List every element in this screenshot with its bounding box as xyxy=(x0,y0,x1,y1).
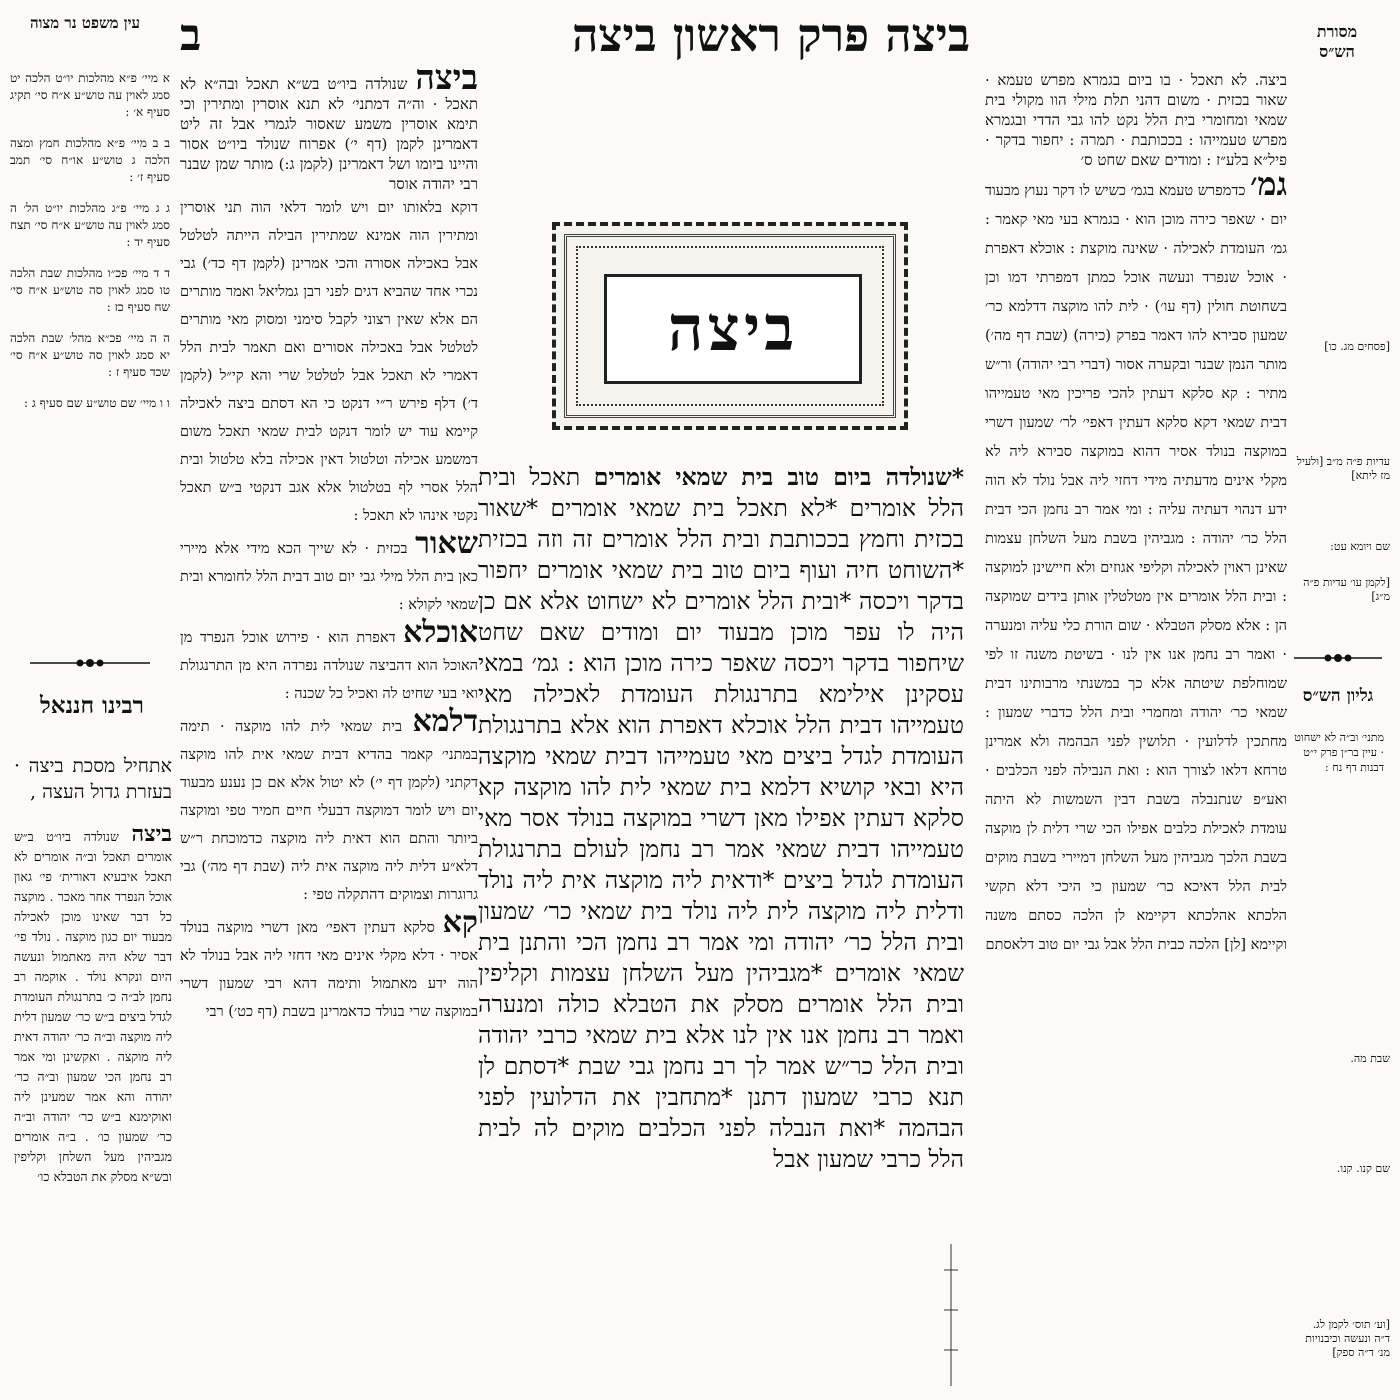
masoret-note: שבת מה. xyxy=(1350,1052,1390,1065)
rabbenu-chananel-column xyxy=(14,734,172,1400)
ornament-divider-left xyxy=(28,654,152,672)
masoret-heading: מסורת הש״ס xyxy=(1316,22,1358,61)
tosafot-dh: אוכלא xyxy=(403,615,478,650)
tosafot-dh: קא xyxy=(442,905,478,940)
marginal-letters-marker xyxy=(940,1240,962,1390)
tosafot-body: דאפרת הוא · פירוש אוכל הנפרד מן האוכל הוא דהביצה שנולדה נפרדה היא מן התרנגולת ואי בעי שחיט לה ואכיל כל שכנה : xyxy=(180,630,478,702)
ein-mishpat-column xyxy=(10,70,170,590)
tosafot-body: בכזית · לא שייך הכא מידי אלא מיירי כאן בית הלל מילי גבי יום טוב דבית הלל לחומרא ובית שמאי לקולא : xyxy=(180,541,478,613)
rabbenu-opening: אתחיל מסכת ביצה · בעזרת גדול העצה , xyxy=(14,755,172,803)
tractate-title-frame xyxy=(552,222,908,430)
tosafot-column xyxy=(180,68,478,1400)
ein-entry: ג ג מיי׳ פ״ג מהלכות יו״ט הל׳ ה סמג לאוין עה טוש״ע א״ח סי׳ תצח סעיף יד : xyxy=(10,201,170,249)
masoret-note: עדיות פ״ה מ״ב [ולעיל מז ליתא] xyxy=(1296,455,1390,482)
ein-entry: א מיי׳ פ״א מהלכות יו״ט הלכה יט סמג לאוין עה טוש״ע א״ח סי׳ תקיג סעיף א׳ : xyxy=(10,71,170,119)
masoret-note: שם ויומא עט: xyxy=(1330,540,1390,553)
gilyon-hashas-text: מתני׳ וב״ה לא ישחוט · עיין בר״ן פרק י״ט דבנות דף נח : xyxy=(1294,731,1384,774)
rashi-dibbur-hamatchil: גמ׳ xyxy=(1250,165,1287,203)
gilyon-hashas-title: גליון הש״ס xyxy=(1302,686,1374,706)
rashi-column xyxy=(985,70,1287,1400)
masoret-note: [לקמן עו׳ עדיות פ״ה מ״ג] xyxy=(1303,576,1390,603)
ein-entry: ו ו מיי׳ שם טוש״ע שם סעיף ג : xyxy=(24,396,170,410)
tractate-title-box xyxy=(604,274,862,384)
tosafot-dh: שאור xyxy=(415,526,478,561)
ein-entry: ד ד מיי׳ פכ״ו מהלכות שבת הלכה טו סמג לאוין סה טוש״ע א״ח סי׳ שח סעיף כז : xyxy=(10,266,170,314)
gemara-main-text xyxy=(478,462,964,1400)
gemara-body: תאכל ובית הלל אומרים *לא תאכל בית שמאי אומרים *שאור בכזית וחמץ בככותבת ובית הלל אומרים זה וזה בכזית *השוחט חיה ועוף ביום טוב בית שמאי אומרים יחפור בדקר ויכסה *ובית הלל אומרים לא ישחוט אלא אם כן היה לו עפר מוכן מבעוד יום ומודים שאם שחט שיחפור בדקר ויכסה שאפר כירה מוכן הוא : גמ׳ במאי עסקינן אילימא בתרנגולת העומדת לאכילה מאי טעמייהו דבית הלל אוכלא דאפרת הוא אלא בתרנגולת העומדת לגדל ביצים מאי טעמייהו דבית שמאי מוקצה היא ובאי קושיא דלמא בית שמאי לית להו מוקצה קא סלקא דעתין אפילו מאן דשרי במוקצה בנולד אסר מאי טעמייהו דבית שמאי אמר רב נחמן לעולם בתרנגולת העומדת לגדל ביצים *ודאית ליה מוקצה אית ליה נולד ודלית ליה מוקצה לית ליה נולד בית שמאי כר׳ שמעון ובית הלל כר׳ יהודה ומי אמר רב נחמן הכי והתנן בית שמאי אומרים *מגביהין מעל השלחן עצמות וקליפין ובית הלל אומרים מסלק את הטבלא כולה ומנערה ואמר רב נחמן אנו אין לנו אלא בית שמאי כרבי יהודה ובית הלל כר״ש אמר לך רב נחמן גבי שבת *דסתם לן תנא כרבי שמעון דתנן *מתחבין את הדלועין לפני הבהמה *ואת הנבלה לפני הכלבים מוקים לה לבית הלל כרבי שמעון אבל xyxy=(478,463,964,1173)
tractate-title: ביצה xyxy=(667,292,799,365)
masoret-note: [וע׳ תוס׳ לקמן לג. ד״ה ונעשה וכיבנויות מנ׳ ד״ה ספק] xyxy=(1305,1318,1390,1359)
tosafot-dh: דלמא xyxy=(412,704,478,739)
rabbenu-dibbur-hamatchil: ביצה xyxy=(131,821,172,847)
masoret-note: [פסחים מג. כו] xyxy=(1324,340,1390,353)
tosafot-heading-dh: ביצה xyxy=(415,68,478,98)
rabbenu-body: שנולדה ביו״ט ב״ש אומרים תאכל וב״ה אומרים לא תאכל איבעיא דאורית׳ פי׳ גאון אוכל הנפרד אחר מאכר . מוקצה כל דבר שאינו מוכן לאכילה מבעוד יום כגון מוקצה . נולד פי׳ דבר שלא היה מאתמול ונעשה היום ונקרא נולד . אוקמה רב נחמן לב״ה כ׳ בתרנגולת העומדת לגדל ביצים ב״ש כר׳ שמעון דלית ליה מוקצה וב״ה כר׳ יהודה דאית ליה מוקצה . ואקשינן ומי אמר רב נחמן הכי שמעון וב״ה כר׳ יהודה והא אמר שמעינן ליה ואוקימנא ב״ש כר׳ יהודה וב״ה כר׳ שמעון כו׳ . ב״ה אומרים מגביהין מעל השלחן וקליפין ובש״א מסלק את הטבלא כו׳ xyxy=(14,829,172,1184)
mishnah-opening: *שנולדה ביום טוב בית שמאי אומרים xyxy=(593,463,964,491)
tosafot-heading: שנולדה ביו״ט בש״א תאכל ובה״א לא תאכל · וה״ה דמתני׳ לא תנא אוסרין ומתירין וכי תימא אוסרין משמע שאסור לגמרי אבל זה ליט דאמרינן לקמן (דף י׳) אפרוח שנולד ביו״ט אסור והיינו ביומו ושל דאמרינן (לקמן ג:) מותר שמן שבנר רבי יהודה אוסר xyxy=(180,75,478,193)
ein-mishpat-heading: עין משפט נר מצוה xyxy=(29,14,141,32)
ein-entry: ב ב מיי׳ פ״א מהלכות חמץ ומצה הלכה ג טוש״ע או״ח סי׳ תמב סעיף ז׳ : xyxy=(10,136,170,184)
tosafot-body: בית שמאי לית להו מוקצה · תימה במתני׳ קאמר בהדיא דבית שמאי אית להו מוקצה דקתני (לקמן דף י׳) לא יטול אלא אם כן נענע מבעוד יום ויש לומר דמוקצה דבעלי חיים חמיר טפי ומוקצה ביותר והתם הוא דאית ליה מוקצה כדמוכחת ר״ש דלא״ע דלית ליה מוקצה אית ליה (שבת דף מה׳) גבי גרוגרות וצמוקים דהתקלה טפי : xyxy=(180,719,478,903)
rabbenu-chananel-title: רבינו חננאל xyxy=(40,692,144,719)
tosafot-body: דוקא בלאותו יום ויש לומר דלאי הוה תני אוסרין ומתירין הוה אמינא שמתירין הבילה הייתה לטלטל אבל באכילה אסורה והכי אמרינן (לקמן דף כד׳) גבי נכרי אחד שהביא דגים לפני רבן גמליאל ואמר מותרים הם אלא שאין רצוני לקבל סימני ומסוק מאי מותרים לטלטל אבל באכילה אסורים ואם תאמר לבית הלל דאמרי לא תאכל אבל לטלטל שרי והא קי״ל (לקמן ד׳) דלף פירש ר״י דנקט כי הא דסתם ביצה לאכילה קיימא עוד יש לומר דנקט לבית שמאי תאכל משום דמשמע אכילה וטלטול דאין אכילה בלא טלטול ובית הלל אסרי לף בטלטול אלא אגב דנקטי ב״ש תאכל נקטי אינהו לא תאכל : xyxy=(180,200,478,524)
masoret-note: שם קנו. קנו. xyxy=(1336,1162,1390,1175)
rashi-body: כדמפרש טעמא בגמ׳ כשיש לו דקר נעוץ מבעוד יום · שאפר כירה מוכן הוא · בגמרא בעי מאי קאמר : גמ׳ העומדת לאכילה · שאינה מוקצת : אוכלא דאפרת · אוכל שנפרד ונעשה אוכל כמתן דמפרתי דמו וכן בשחוטת חולין (דף עו׳) · לית להו מוקצה דדלמא כר׳ שמעון סבירא להו דאמר בפרק (כירה) (שבת דף מה׳) מותר הנמן שבנר ובקערה אסור (דברי רבי יהודה) ור״ש מתיר : קא סלקא דעתין להכי פריכין מאי טעמייהו דבית שמאי דקא סלקא דעתין דאפי׳ לר׳ שמעון דשרי במוקצה בנולד אסיר דהוא במוקצה סבירא ליה לא מקלי אינים מדעתיה מידי דחזי ליה אבל נולד לא הוה ידע דנהוי דעתיה עליה : ומי אמר רב נחמן הכי דבית הלל כר׳ יהודה : מגביהין בשבת מעל השלחן עצמות שאינן ראוין לאכילה וקליפי אגוזים ולא חיישינן למוקצה : ובית הלל אומרים אין מטלטלין אותן בידים שמוקצה הן : אלא מסלק הטבלא · שום הורת כלי עליה ומנערה · ואמר רב נחמן אנו אין לנו · בשיטת משנה זו לפי שמוחלפת שיטתה אלא כך במשנתי מרבותינו דבית שמאי כר׳ יהודה ומחמרי ובית הלל כדברי שמעון : מחתכין לדלועין · תלושין לפני הבהמה ולא אמרינן טרחא דלאו לצורך הוא : ואת הנבילה לפני הכלבים · ואע״פ שנתנבלה בשבת דבין השמשות לא היתה עומדת לאכילת כלבים אפילו הכי שרי דלית לן מוקצה בשבת הלכך מגביהין מעל השלחן דמיירי בשבת מוקים לבית הלל דאיכא כר׳ שמעון כי היכי דלא תקשי הלכתא אהלכתא דקיימא לן הלכה כסתם משנה וקיימא [לן] הלכה כבית הלל אבל גבי יום טוב דלאסתם xyxy=(985,183,1287,953)
ein-entry: ה ה מיי׳ פכ״א מהל׳ שבת הלכה יא סמג לאוין סה טוש״ע א״ח סי׳ שכד סעיף ז : xyxy=(10,331,170,379)
ornament-divider-right xyxy=(1292,648,1384,668)
tosafot-body: סלקא דעתין דאפי׳ מאן דשרי מוקצה בנולד אסיר · דלא מקלי אינים מאי דחזי ליה אבל בנולד לא הוה ידע מאתמול ותימה דהא רבי שמעון דשרי במוקצה שרי בנולד כדאמרינן בשבת (דף כט׳) רבי xyxy=(180,920,478,1020)
rashi-heading: ביצה. לא תאכל · בו ביום בגמרא מפרש טעמא · שאור בכזית · משום דהני תלת מילי הוו מקולי בית שמאי ומחומרי בית הלל נקט להו גבי הדדי ובגמרא מפרש טעמייהו : בככותבת · תמרה : יחפור בדקר · פיל״א בלע״ז : ומודים שאם שחט ס׳ xyxy=(985,71,1287,169)
page-letter: ב xyxy=(180,10,202,61)
page-title: ביצה פרק ראשון ביצה xyxy=(571,8,970,62)
